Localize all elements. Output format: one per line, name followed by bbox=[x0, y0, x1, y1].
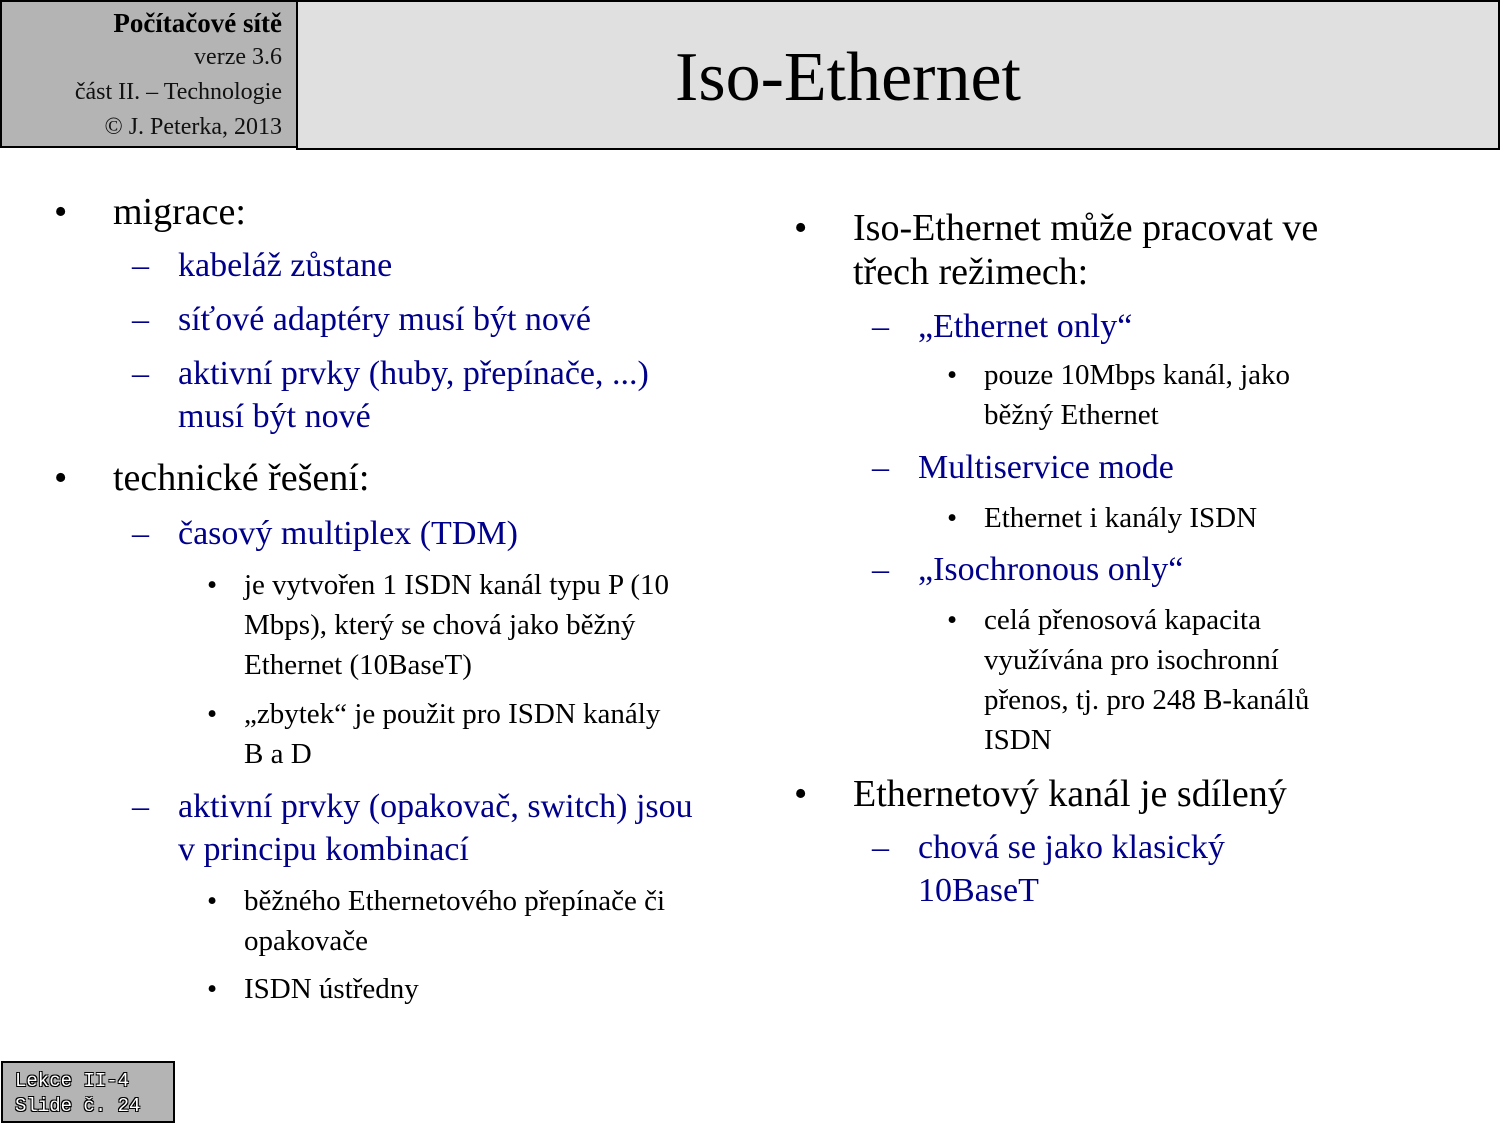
sub-item bbox=[794, 446, 1434, 489]
sub-text: kabeláž zůstane bbox=[178, 247, 393, 284]
sub-text-line: 10BaseT bbox=[918, 872, 1039, 909]
sub-item bbox=[54, 785, 764, 871]
sub-text-line: chová se jako klasický bbox=[918, 829, 1225, 866]
dash-icon: – bbox=[872, 551, 889, 588]
sub-item bbox=[54, 512, 764, 555]
sub-sub-item bbox=[54, 565, 764, 685]
bullet-icon: • bbox=[947, 359, 958, 391]
dash-icon: – bbox=[872, 308, 889, 345]
sub-text-line: aktivní prvky (opakovač, switch) jsou bbox=[178, 788, 693, 825]
right-column bbox=[794, 206, 1434, 912]
sub-sub-text-line: B a D bbox=[244, 738, 312, 770]
sub-item bbox=[794, 826, 1434, 912]
sub-sub-text-line: ISDN bbox=[984, 724, 1052, 756]
title-bar bbox=[296, 0, 1500, 150]
sub-sub-text-line: přenos, tj. pro 248 B-kanálů bbox=[984, 684, 1310, 716]
sub-sub-text-line: běžný Ethernet bbox=[984, 399, 1159, 431]
bullet-icon: • bbox=[54, 191, 68, 233]
bullet-icon: • bbox=[794, 773, 808, 815]
sub-sub-item bbox=[54, 881, 764, 961]
dash-icon: – bbox=[132, 301, 149, 338]
dash-icon: – bbox=[132, 247, 149, 284]
slide-number-box bbox=[1, 1061, 175, 1123]
bullet-text: migrace: bbox=[113, 191, 246, 233]
sub-text-line: musí být nové bbox=[178, 398, 371, 435]
bullet-icon: • bbox=[207, 698, 218, 730]
sub-sub-text-line: využívána pro isochronní bbox=[984, 644, 1279, 676]
bullet-modes bbox=[794, 206, 1434, 294]
course-part: část II. – Technologie bbox=[74, 79, 282, 105]
sub-text: síťové adaptéry musí být nové bbox=[178, 301, 591, 338]
course-info-box bbox=[0, 0, 298, 148]
dash-icon: – bbox=[132, 515, 149, 552]
course-name: Počítačové sítě bbox=[113, 8, 282, 38]
sub-item bbox=[54, 352, 764, 438]
sub-item bbox=[54, 244, 764, 287]
bullet-icon: • bbox=[207, 885, 218, 917]
sub-sub-item bbox=[794, 600, 1434, 760]
bullet-tech bbox=[54, 456, 764, 500]
dash-icon: – bbox=[132, 788, 149, 825]
bullet-text: technické řešení: bbox=[113, 457, 370, 499]
dash-icon: – bbox=[872, 449, 889, 486]
sub-sub-text-line: pouze 10Mbps kanál, jako bbox=[984, 359, 1291, 391]
sub-sub-text-line: Mbps), který se chová jako běžný bbox=[244, 609, 636, 641]
sub-text: „Ethernet only“ bbox=[918, 308, 1133, 345]
left-column bbox=[54, 190, 764, 1009]
bullet-icon: • bbox=[207, 973, 218, 1005]
bullet-text: Ethernetový kanál je sdílený bbox=[853, 773, 1287, 815]
bullet-icon: • bbox=[207, 569, 218, 601]
slide-label: Slide č. 24 bbox=[15, 1095, 141, 1117]
bullet-icon: • bbox=[54, 457, 68, 499]
sub-sub-item bbox=[54, 694, 764, 774]
sub-sub-text-line: je vytvořen 1 ISDN kanál typu P (10 bbox=[244, 569, 670, 601]
bullet-icon: • bbox=[794, 207, 808, 249]
sub-sub-item bbox=[794, 355, 1434, 435]
sub-text: „Isochronous only“ bbox=[918, 551, 1184, 588]
bullet-text-line: třech režimech: bbox=[853, 251, 1089, 293]
sub-sub-text-line: celá přenosová kapacita bbox=[984, 604, 1261, 636]
sub-text: Multiservice mode bbox=[918, 449, 1174, 486]
dash-icon: – bbox=[132, 355, 149, 392]
sub-sub-text-line: běžného Ethernetového přepínače či bbox=[244, 885, 666, 917]
sub-text-line: aktivní prvky (huby, přepínače, ...) bbox=[178, 355, 649, 392]
sub-text: časový multiplex (TDM) bbox=[178, 515, 518, 552]
sub-item bbox=[794, 548, 1434, 591]
lesson-label: Lekce II-4 bbox=[15, 1070, 130, 1092]
bullet-icon: • bbox=[947, 502, 958, 534]
bullet-shared bbox=[794, 772, 1434, 816]
sub-sub-text: ISDN ústředny bbox=[244, 973, 419, 1005]
sub-sub-text: Ethernet i kanály ISDN bbox=[984, 502, 1258, 534]
course-version: verze 3.6 bbox=[194, 44, 282, 70]
bullet-migrace bbox=[54, 190, 764, 234]
sub-sub-text-line: „zbytek“ je použit pro ISDN kanály bbox=[244, 698, 661, 730]
dash-icon: – bbox=[872, 829, 889, 866]
sub-sub-text-line: Ethernet (10BaseT) bbox=[244, 649, 472, 681]
slide-title: Iso-Ethernet bbox=[675, 39, 1021, 116]
sub-item bbox=[54, 298, 764, 341]
sub-item bbox=[794, 305, 1434, 348]
bullet-text-line: Iso-Ethernet může pracovat ve bbox=[853, 207, 1319, 249]
sub-sub-item bbox=[54, 969, 764, 1009]
sub-sub-item bbox=[794, 498, 1434, 538]
sub-sub-text-line: opakovače bbox=[244, 925, 368, 957]
course-author: © J. Peterka, 2013 bbox=[104, 114, 282, 140]
sub-text-line: v principu kombinací bbox=[178, 831, 469, 868]
bullet-icon: • bbox=[947, 604, 958, 636]
